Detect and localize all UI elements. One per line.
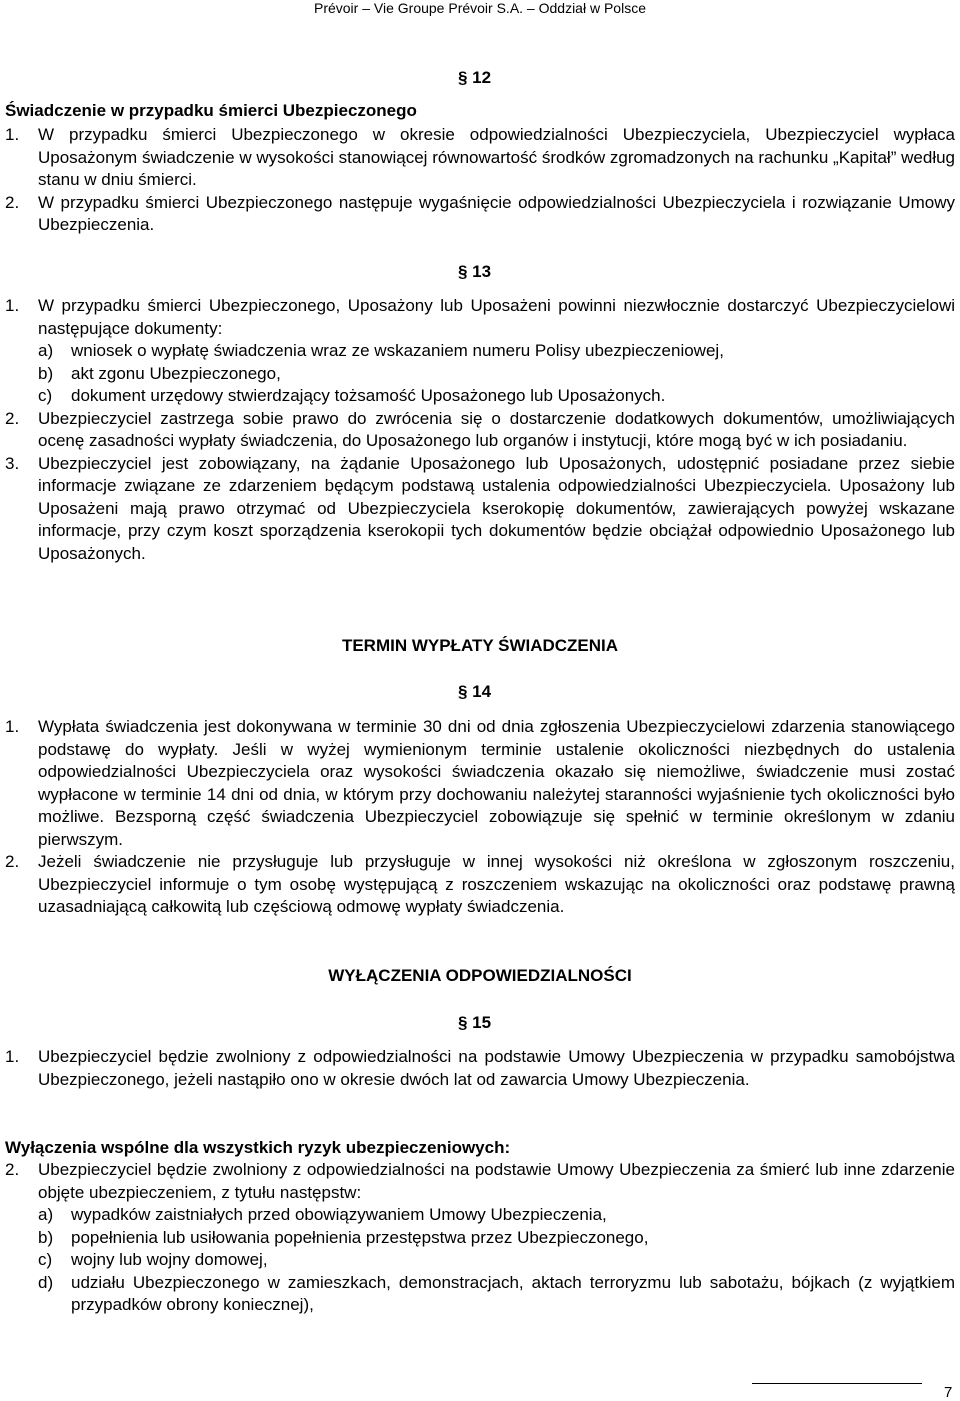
item-number: 2. bbox=[5, 408, 20, 428]
sub-item bbox=[38, 385, 955, 408]
section-number-14: § 14 bbox=[458, 682, 492, 701]
sub-item-text: popełnienia lub usiłowania popełnienia przestępstwa przez Ubezpieczonego, bbox=[71, 1227, 649, 1247]
sub-item-text: wojny lub wojny domowej, bbox=[71, 1250, 268, 1269]
sub-item-letter: d) bbox=[38, 1272, 54, 1292]
paragraph-item bbox=[5, 124, 955, 192]
sub-item bbox=[38, 1204, 955, 1227]
section-number-15: § 15 bbox=[458, 1013, 492, 1032]
section-title-12: Świadczenie w przypadku śmierci Ubezpieczonego bbox=[5, 101, 417, 120]
sub-item bbox=[38, 340, 955, 363]
item-text: Ubezpieczyciel jest zobowiązany, na żądanie Uposażonego lub Uposażonych, udostępnić posiadane przez siebie informacje związane ze zdarzeniem będącym podstawą ustalenia odpowiedzialności Ubezpieczyciela. Uposażony lub Uposażeni mają prawo otrzymać od Ubezpieczyciela kserokopię dokumentów, zawierających powyżej wskazane informacje, przy czym koszt sporządzenia kserokopii tych dokumentów będzie obciążał odpowiednio Uposażonego lub Uposażonych. bbox=[38, 453, 955, 563]
paragraph-item bbox=[5, 192, 955, 237]
item-text: Jeżeli świadczenie nie przysługuje lub przysługuje w innej wysokości niż określona w zgłoszonym roszczeniu, Ubezpieczyciel informuje o tym osobę występującą z roszczeniem wskazując na okoliczności oraz podstawę prawną uzasadniającą całkowitą lub częściową odmowę wypłaty świadczenia. bbox=[38, 852, 955, 916]
item-number: 1. bbox=[5, 125, 20, 144]
sub-item bbox=[38, 1272, 955, 1317]
item-text: Ubezpieczyciel będzie zwolniony z odpowiedzialności na podstawie Umowy Ubezpieczenia w przypadku samobójstwa Ubezpieczonego, jeżeli nastąpiło ono w okresie dwóch lat od zawarcia Umowy Ubezpieczenia. bbox=[38, 1047, 955, 1089]
item-number: 2. bbox=[5, 1160, 20, 1179]
paragraph-item bbox=[5, 1046, 955, 1091]
page-header: Prévoir – Vie Groupe Prévoir S.A. – Oddział w Polsce bbox=[313, 0, 646, 16]
sub-item-text: udziału Ubezpieczonego w zamieszkach, demonstracjach, aktach terroryzmu lub sabotażu, bójkach (z wyjątkiem przypadków obrony koniecznej), bbox=[71, 1272, 955, 1314]
sub-item-text: wypadków zaistniałych przed obowiązywaniem Umowy Ubezpieczenia, bbox=[71, 1205, 607, 1224]
item-text: W przypadku śmierci Ubezpieczonego następuje wygaśnięcie odpowiedzialności Ubezpieczyciela i rozwiązanie Umowy Ubezpieczenia. bbox=[38, 192, 955, 234]
sub-item bbox=[38, 363, 955, 386]
exclusions-subtitle: Wyłączenia wspólne dla wszystkich ryzyk ubezpieczeniowych: bbox=[5, 1138, 511, 1157]
sub-item-text: akt zgonu Ubezpieczonego, bbox=[71, 363, 281, 383]
section-number-12: § 12 bbox=[458, 68, 492, 87]
sub-item-text: wniosek o wypłatę świadczenia wraz ze wskazaniem numeru Polisy ubezpieczeniowej, bbox=[71, 341, 724, 360]
sub-item-letter: b) bbox=[38, 1227, 54, 1247]
section-12-body bbox=[5, 124, 955, 237]
item-number: 2. bbox=[5, 852, 20, 871]
footer-rule bbox=[752, 1383, 922, 1384]
item-number: 1. bbox=[5, 1047, 20, 1066]
sub-item-letter: c) bbox=[38, 386, 53, 405]
section-number-13: § 13 bbox=[458, 262, 492, 281]
section-14-body bbox=[5, 716, 955, 919]
item-number: 3. bbox=[5, 453, 20, 473]
page-number: 7 bbox=[944, 1384, 953, 1401]
sub-item bbox=[38, 1249, 955, 1272]
sub-item-text: dokument urzędowy stwierdzający tożsamość Uposażonego lub Uposażonych. bbox=[71, 386, 666, 405]
paragraph-item bbox=[5, 716, 955, 851]
paragraph-item bbox=[5, 295, 955, 408]
section-13-body bbox=[5, 295, 955, 565]
item-number: 1. bbox=[5, 296, 20, 315]
item-number: 1. bbox=[5, 717, 20, 736]
paragraph-item bbox=[5, 851, 955, 919]
sub-item-letter: a) bbox=[38, 1205, 54, 1224]
heading-wylaczenia: WYŁĄCZENIA ODPOWIEDZIALNOŚCI bbox=[328, 966, 632, 985]
sub-item-letter: b) bbox=[38, 363, 54, 383]
sub-item-letter: c) bbox=[38, 1250, 53, 1269]
section-15-item-1 bbox=[5, 1046, 955, 1091]
paragraph-item bbox=[5, 1159, 955, 1317]
item-text: W przypadku śmierci Ubezpieczonego, Uposażony lub Uposażeni powinni niezwłocznie dostarczyć Ubezpieczycielowi następujące dokumenty: bbox=[38, 296, 955, 338]
item-text: Ubezpieczyciel będzie zwolniony z odpowiedzialności na podstawie Umowy Ubezpieczenia za śmierć lub inne zdarzenie objęte ubezpieczeniem, z tytułu następstw: bbox=[38, 1160, 955, 1202]
sub-item-letter: a) bbox=[38, 341, 54, 360]
section-15-item-2 bbox=[5, 1159, 955, 1317]
heading-termin-wyplaty: TERMIN WYPŁATY ŚWIADCZENIA bbox=[341, 636, 619, 655]
sub-item bbox=[38, 1227, 955, 1250]
item-number: 2. bbox=[5, 192, 20, 212]
item-text: Wypłata świadczenia jest dokonywana w terminie 30 dni od dnia zgłoszenia Ubezpieczycielowi zdarzenia stanowiącego podstawę do wypłaty. Jeśli w wyżej wymienionym terminie ustalenie okoliczności niezbędnych do ustalenia odpowiedzialności Ubezpieczyciela oraz wysokości świadczenia okazało się niemożliwe, świadczenie musi zostać wypłacone w terminie 14 dni od dnia, w którym przy dochowaniu należytej staranności wyjaśnienie tych okoliczności było możliwe. Bezsporną część świadczenia Ubezpieczyciel zobowiązuje się spełnić w terminie określonym w zdaniu pierwszym. bbox=[38, 717, 955, 849]
item-text: Ubezpieczyciel zastrzega sobie prawo do zwrócenia się o dostarczenie dodatkowych dokumentów, umożliwiających ocenę zasadności wypłaty świadczenia, do Uposażonego lub organów i instytucji, które mogą być w ich posiadaniu. bbox=[38, 408, 955, 450]
paragraph-item bbox=[5, 453, 955, 566]
item-text: W przypadku śmierci Ubezpieczonego w okresie odpowiedzialności Ubezpieczyciela, Ubezpieczyciel wypłaca Uposażonym świadczenie w wysokości stanowiącej równowartość środków zgromadzonych na rachunku „Kapitał” według stanu w dniu śmierci. bbox=[38, 125, 955, 189]
paragraph-item bbox=[5, 408, 955, 453]
